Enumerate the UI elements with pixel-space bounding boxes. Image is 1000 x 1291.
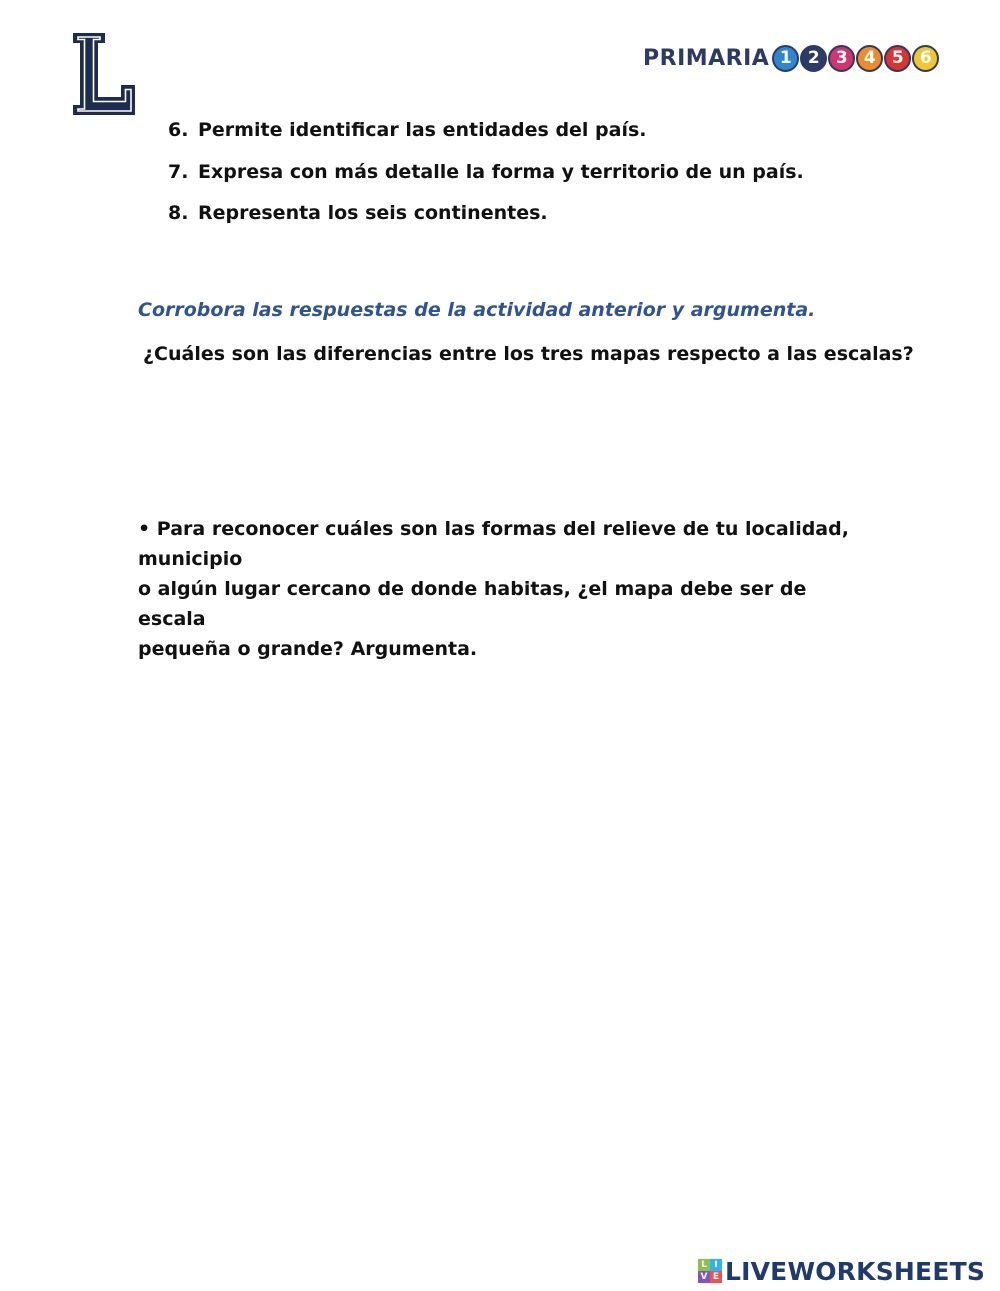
list-item-text: Expresa con más detalle la forma y territorio de un país. bbox=[198, 160, 804, 183]
bullet-line-3: pequeña o grande? Argumenta. bbox=[138, 638, 478, 660]
question-text: ¿Cuáles son las diferencias entre los tres mapas respecto a las escalas? bbox=[143, 343, 914, 365]
liveworksheets-logo bbox=[698, 1256, 985, 1286]
primaria-number-1: 1 bbox=[772, 45, 799, 72]
list-item-number: 6. bbox=[168, 119, 189, 141]
icon-letter-v: V bbox=[698, 1271, 710, 1283]
list-item-text: Representa los seis continentes. bbox=[198, 202, 548, 224]
primaria-number-6: 6 bbox=[912, 45, 939, 72]
bullet-line-1: • Para reconocer cuáles son las formas del relieve de tu localidad, municipio bbox=[138, 518, 849, 570]
list-item bbox=[168, 118, 804, 160]
list-item-text: Permite identificar las entidades del país. bbox=[198, 119, 647, 141]
instruction-heading: Corrobora las respuestas de la actividad anterior y argumenta. bbox=[138, 299, 816, 321]
primaria-logo bbox=[643, 40, 939, 76]
primaria-number-5: 5 bbox=[884, 45, 911, 72]
bullet-line-2: o algún lugar cercano de donde habitas, ¿el mapa debe ser de escala bbox=[138, 578, 807, 630]
icon-letter-i: I bbox=[710, 1259, 722, 1271]
list-item bbox=[168, 201, 804, 243]
liveworksheets-icon bbox=[698, 1259, 722, 1283]
primaria-number-2: 2 bbox=[800, 45, 827, 72]
primaria-number-4: 4 bbox=[856, 45, 883, 72]
bullet-mark: • bbox=[138, 518, 151, 540]
list-item bbox=[168, 160, 804, 202]
liveworksheets-word: LIVEWORKSHEETS bbox=[725, 1256, 986, 1286]
logo-l-icon bbox=[70, 30, 138, 118]
list-item-number: 8. bbox=[168, 202, 189, 224]
list-item-number: 7. bbox=[168, 160, 189, 183]
primaria-number-3: 3 bbox=[828, 45, 855, 72]
logo-letter: L bbox=[102, 105, 106, 112]
primaria-word: PRIMARIA bbox=[643, 45, 770, 71]
bullet-question bbox=[138, 514, 868, 664]
icon-letter-e: E bbox=[710, 1271, 722, 1283]
numbered-list bbox=[168, 118, 804, 243]
icon-letter-l: L bbox=[698, 1259, 710, 1271]
